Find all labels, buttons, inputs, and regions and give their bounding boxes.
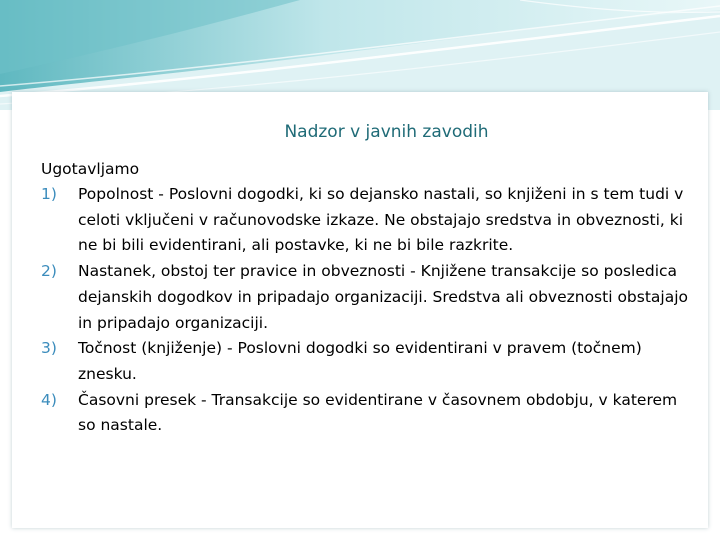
list-item-number: 3) bbox=[41, 339, 57, 358]
list-item-text: Popolnost - Poslovni dogodki, ki so dejansko nastali, so knjiženi in s tem tudi v celoti vključeni v računovodske izkaze. Ne obstajajo sredstva in obveznosti, ki ne bi bili evidentirani, ali postavke, ki ne bi bile razkrite. bbox=[78, 185, 684, 255]
list-item-text: Točnost (knjiženje) - Poslovni dogodki so evidentirani v pravem (točnem) znesku. bbox=[78, 339, 642, 383]
list-item-text: Nastanek, obstoj ter pravice in obveznosti - Knjižene transakcije so posledica dejanskih dogodkov in pripadajo organizaciji. Sredstva ali obveznosti obstajajo in pripadajo organizaciji. bbox=[78, 262, 689, 332]
lead-text: Ugotavljamo bbox=[41, 160, 140, 178]
list-item-number: 4) bbox=[41, 390, 57, 409]
slide-title: Nadzor v javnih zavodih bbox=[284, 122, 489, 142]
list-item-number: 1) bbox=[41, 185, 57, 203]
slide-body bbox=[41, 157, 691, 439]
list-item bbox=[41, 259, 691, 336]
numbered-list bbox=[41, 182, 691, 439]
list-item bbox=[41, 388, 691, 439]
list-item bbox=[41, 336, 691, 387]
list-item-text: Časovni presek - Transakcije so evidentirane v časovnem obdobju, v katerem so nastale. bbox=[78, 390, 678, 435]
list-item bbox=[41, 182, 691, 259]
list-item-number: 2) bbox=[41, 262, 57, 281]
